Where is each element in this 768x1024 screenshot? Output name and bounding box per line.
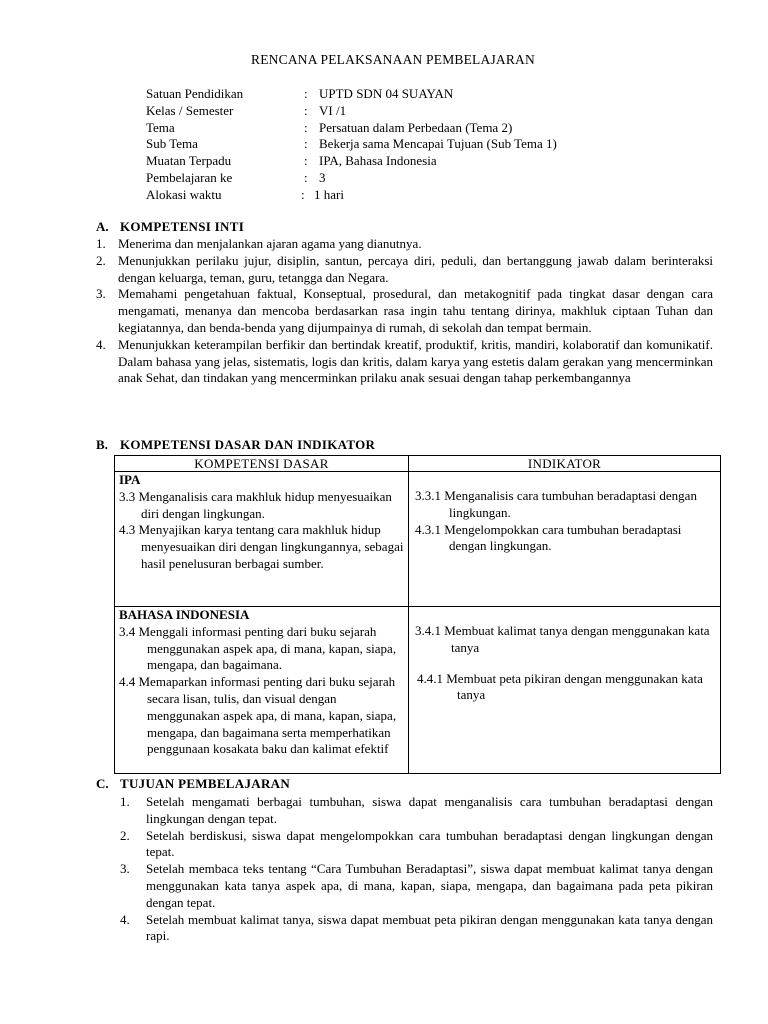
identity-value: IPA, Bahasa Indonesia [319, 153, 437, 169]
section-c-heading [96, 776, 290, 793]
list-number: 1. [96, 236, 106, 251]
identity-colon: : [304, 169, 308, 185]
identity-label: Alokasi waktu [146, 186, 222, 202]
kd-text: Menyajikan karya tentang cara makhluk hidup menyesuaikan diri dengan lingkungannya, sebagai hasil penelusuran berbagai sumber. [138, 522, 404, 571]
list-text: Setelah membuat kalimat tanya, siswa dapat membuat peta pikiran dengan menggunakan kata tanya dengan rapi. [146, 911, 713, 944]
document-title: RENCANA PELAKSANAAN PEMBELAJARAN [251, 52, 535, 67]
section-b-heading [96, 437, 375, 454]
indikator-number: 4.4.1 [417, 670, 443, 686]
section-letter: C. [96, 776, 109, 791]
identity-label: Muatan Terpadu [146, 153, 232, 169]
identity-label: Kelas / Semester [146, 102, 234, 118]
section-letter: B. [96, 437, 108, 452]
identity-value: Persatuan dalam Perbedaan (Tema 2) [319, 119, 513, 135]
list-number: 4. [96, 336, 106, 352]
list-text: Menunjukkan perilaku jujur, disiplin, santun, percaya diri, peduli, dan bertanggung jawab dalam berinteraksi dengan keluarga, teman, guru, tetangga dan Negara. [118, 252, 713, 285]
section-letter: A. [96, 219, 109, 234]
list-text: Setelah membaca teks tentang “Cara Tumbuhan Beradaptasi”, siswa dapat membuat kalimat tanya dengan menggunakan kata tanya aspek apa, di mana, kapan, siapa, mengapa, dan bagaimana pada peta pikiran dengan tepat. [146, 861, 713, 910]
kd-number: 4.4 [119, 674, 136, 690]
subject-label: BAHASA INDONESIA [119, 607, 250, 622]
identity-label: Tema [146, 119, 175, 135]
tujuan-pembelajaran-list [120, 794, 713, 945]
indikator-item [413, 522, 716, 556]
kd-item [119, 624, 404, 674]
identity-colon: : [304, 102, 308, 118]
kd-item [119, 489, 404, 523]
indikator-cell-bahasa-indonesia [409, 607, 721, 774]
kd-number: 4.3 [119, 522, 136, 538]
identity-value: 3 [319, 169, 326, 185]
list-number: 4. [120, 911, 130, 927]
kd-indikator-table [114, 455, 721, 774]
list-text: Menunjukkan keterampilan berfikir dan bertindak kreatif, produktif, kritis, mandiri, kolaboratif dan komunikatif. Dalam bahasa yang jelas, sistematis, logis dan kritis, dalam karya yang estetis dalam gerakan yang mencerminkan anak Sehat, dan tindakan yang mencerminkan prilaku anak sesuai dengan tahap perkembangannya [118, 336, 713, 386]
list-number: 3. [120, 861, 130, 877]
identity-colon: : [304, 86, 308, 101]
column-header-indikator: INDIKATOR [409, 456, 721, 472]
kd-text: Memaparkan informasi penting dari buku sejarah secara lisan, tulis, dan visual dengan menggunakan aspek apa, di mana, kapan, siapa, mengapa, dan bagaimana serta memperhatikan penggunaan kosakata baku dan kalimat efektif [138, 674, 397, 757]
kd-item [119, 522, 404, 572]
kd-number: 3.3 [119, 488, 136, 504]
table-header-row [115, 456, 721, 472]
section-a-heading [96, 219, 244, 236]
identity-colon: : [304, 136, 308, 152]
identity-colon: : [301, 186, 305, 202]
identity-value: VI /1 [319, 102, 347, 118]
identity-value: UPTD SDN 04 SUAYAN [319, 86, 454, 101]
indikator-number: 4.3.1 [415, 521, 441, 537]
kd-item-text-wrap [119, 522, 404, 572]
subject-label: IPA [119, 472, 141, 487]
list-text: Setelah mengamati berbagai tumbuhan, siswa dapat menganalisis cara tumbuhan beradaptasi dengan lingkungan dengan tepat. [146, 794, 713, 826]
list-number: 2. [120, 827, 130, 843]
list-number: 2. [96, 252, 106, 268]
identity-colon: : [304, 119, 308, 135]
kd-text: Menggali informasi penting dari buku sejarah menggunakan aspek apa, di mana, kapan, siapa, mengapa, dan bagaimana. [138, 623, 397, 673]
kd-number: 3.4 [119, 623, 136, 639]
identity-label: Sub Tema [146, 136, 198, 152]
list-text: Setelah berdiskusi, siswa dapat mengelompokkan cara tumbuhan beradaptasi dengan lingkungan dengan tepat. [146, 827, 713, 860]
section-title: KOMPETENSI INTI [120, 219, 245, 234]
kompetensi-inti-list [96, 236, 713, 387]
kd-text: Menganalisis cara makhluk hidup menyesuaikan diri dengan lingkungan. [138, 488, 392, 521]
list-item [96, 286, 713, 336]
indikator-text: Membuat peta pikiran dengan menggunakan kata tanya [446, 670, 703, 703]
list-item [96, 253, 713, 287]
indikator-item [413, 671, 716, 705]
section-title: KOMPETENSI DASAR DAN INDIKATOR [120, 437, 376, 452]
indikator-text: Mengelompokkan cara tumbuhan beradaptasi dengan lingkungan. [444, 521, 682, 554]
list-item [120, 912, 713, 946]
list-item [120, 794, 713, 828]
list-item [96, 236, 713, 253]
indikator-text: Membuat kalimat tanya dengan menggunakan kata tanya [444, 623, 710, 655]
identity-label: Pembelajaran ke [146, 169, 233, 185]
kd-cell-bahasa-indonesia [115, 607, 409, 774]
indikator-item [413, 488, 716, 522]
identity-value: 1 hari [314, 186, 344, 202]
list-item [96, 337, 713, 387]
indikator-cell-ipa [409, 472, 721, 607]
kd-item-text-wrap [119, 489, 404, 523]
indikator-number: 3.3.1 [415, 488, 441, 503]
table-row [115, 472, 721, 607]
identity-colon: : [304, 153, 308, 169]
table-row [115, 607, 721, 774]
list-text: Memahami pengetahuan faktual, Konseptual, prosedural, dan metakognitif pada tingkat dasar dengan cara mengamati, menanya dan mencoba berdasarkan rasa ingin tahu tentang dirinya, makhluk ciptaan Tuhan dan kegiatannya, dan benda-benda yang dijumpainya di rumah, di sekolah dan tempat bermain. [118, 286, 713, 335]
kd-item [119, 674, 404, 758]
kd-cell-ipa [115, 472, 409, 607]
indikator-number: 3.4.1 [415, 623, 441, 638]
list-item [120, 861, 713, 911]
list-number: 1. [120, 794, 130, 809]
list-text: Menerima dan menjalankan ajaran agama yang dianutnya. [118, 236, 422, 251]
list-number: 3. [96, 286, 106, 302]
identity-label: Satuan Pendidikan [146, 86, 244, 101]
section-title: TUJUAN PEMBELAJARAN [120, 776, 291, 791]
column-header-kd: KOMPETENSI DASAR [115, 456, 409, 472]
identity-value: Bekerja sama Mencapai Tujuan (Sub Tema 1) [319, 136, 557, 152]
list-item [120, 828, 713, 862]
indikator-item [413, 623, 716, 657]
indikator-text: Menganalisis cara tumbuhan beradaptasi dengan lingkungan. [444, 488, 697, 520]
